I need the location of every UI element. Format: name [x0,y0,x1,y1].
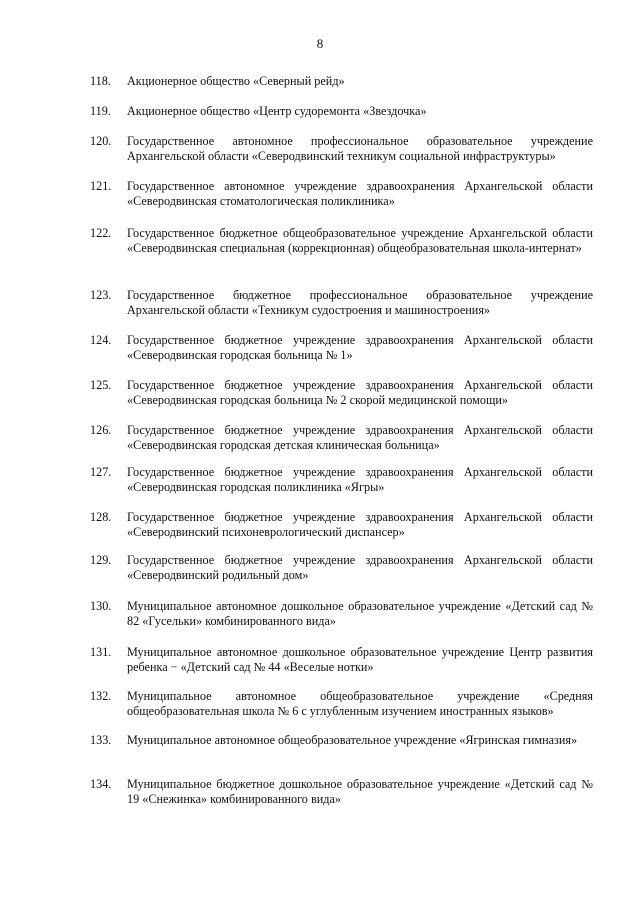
item-number: 128. [90,510,112,524]
item-text: Муниципальное автономное дошкольное образовательное учреждение «Детский сад № 82 «Гусельки» комбинированного вида» [127,599,593,628]
item-text: Государственное бюджетное учреждение здравоохранения Архангельской области «Северодвинский психоневрологический диспансер» [127,510,593,539]
list-item [90,134,593,164]
list-item [90,599,593,629]
list-item [90,74,593,89]
item-text: Государственное бюджетное учреждение здравоохранения Архангельской области «Северодвинская городская детская клиническая больница» [127,423,593,452]
item-text: Государственное бюджетное профессиональное образовательное учреждение Архангельской области «Техникум судостроения и машиностроения» [127,288,593,317]
list-item [90,288,593,318]
page-number: 8 [316,36,324,51]
item-number: 132. [90,689,112,703]
item-text: Государственное автономное профессиональное образовательное учреждение Архангельской области «Северодвинский техникум социальной инфраструктуры» [127,134,593,163]
list-item [90,104,593,119]
item-number: 134. [90,777,112,791]
list-item [90,645,593,675]
list-item [90,378,593,408]
item-number: 119. [90,104,111,118]
item-text: Акционерное общество «Центр судоремонта «Звездочка» [127,104,427,118]
item-text: Муниципальное автономное общеобразовательное учреждение «Ягринская гимназия» [127,733,578,747]
item-number: 129. [90,553,112,567]
item-text: Государственное бюджетное учреждение здравоохранения Архангельской области «Северодвинский родильный дом» [127,553,593,582]
list-item [90,465,593,495]
item-number: 121. [90,179,112,193]
item-number: 118. [90,74,111,88]
list-item [90,179,593,209]
item-number: 123. [90,288,112,302]
item-number: 131. [90,645,112,659]
item-text: Государственное бюджетное учреждение здравоохранения Архангельской области «Северодвинская городская поликлиника «Ягры» [127,465,593,494]
list-item [90,689,593,719]
item-number: 124. [90,333,112,347]
item-text: Муниципальное автономное дошкольное образовательное учреждение Центр развития ребенка − «Детский сад № 44 «Веселые нотки» [127,645,593,674]
list-item [90,333,593,363]
item-number: 127. [90,465,112,479]
item-number: 133. [90,733,112,747]
list-item [90,226,593,256]
item-number: 125. [90,378,112,392]
list-item [90,510,593,540]
list-item [90,777,593,807]
item-text: Муниципальное автономное общеобразовательное учреждение «Средняя общеобразовательная школа № 6 с углубленным изучением иностранных языков» [127,689,593,718]
item-number: 130. [90,599,112,613]
list-item [90,423,593,453]
item-text: Государственное бюджетное учреждение здравоохранения Архангельской области «Северодвинская городская больница № 1» [127,333,593,362]
item-text: Государственное бюджетное учреждение здравоохранения Архангельской области «Северодвинская городская больница № 2 скорой медицинской помощи» [127,378,593,407]
item-text: Государственное бюджетное общеобразовательное учреждение Архангельской области «Северодвинская специальная (коррекционная) общеобразовательная школа-интернат» [127,226,593,255]
item-number: 122. [90,226,112,240]
item-text: Государственное автономное учреждение здравоохранения Архангельской области «Северодвинская стоматологическая поликлиника» [127,179,593,208]
list-item [90,553,593,583]
item-text: Муниципальное бюджетное дошкольное образовательное учреждение «Детский сад № 19 «Снежинка» комбинированного вида» [127,777,593,806]
item-text: Акционерное общество «Северный рейд» [127,74,345,88]
item-number: 126. [90,423,112,437]
item-number: 120. [90,134,112,148]
list-item [90,733,593,748]
